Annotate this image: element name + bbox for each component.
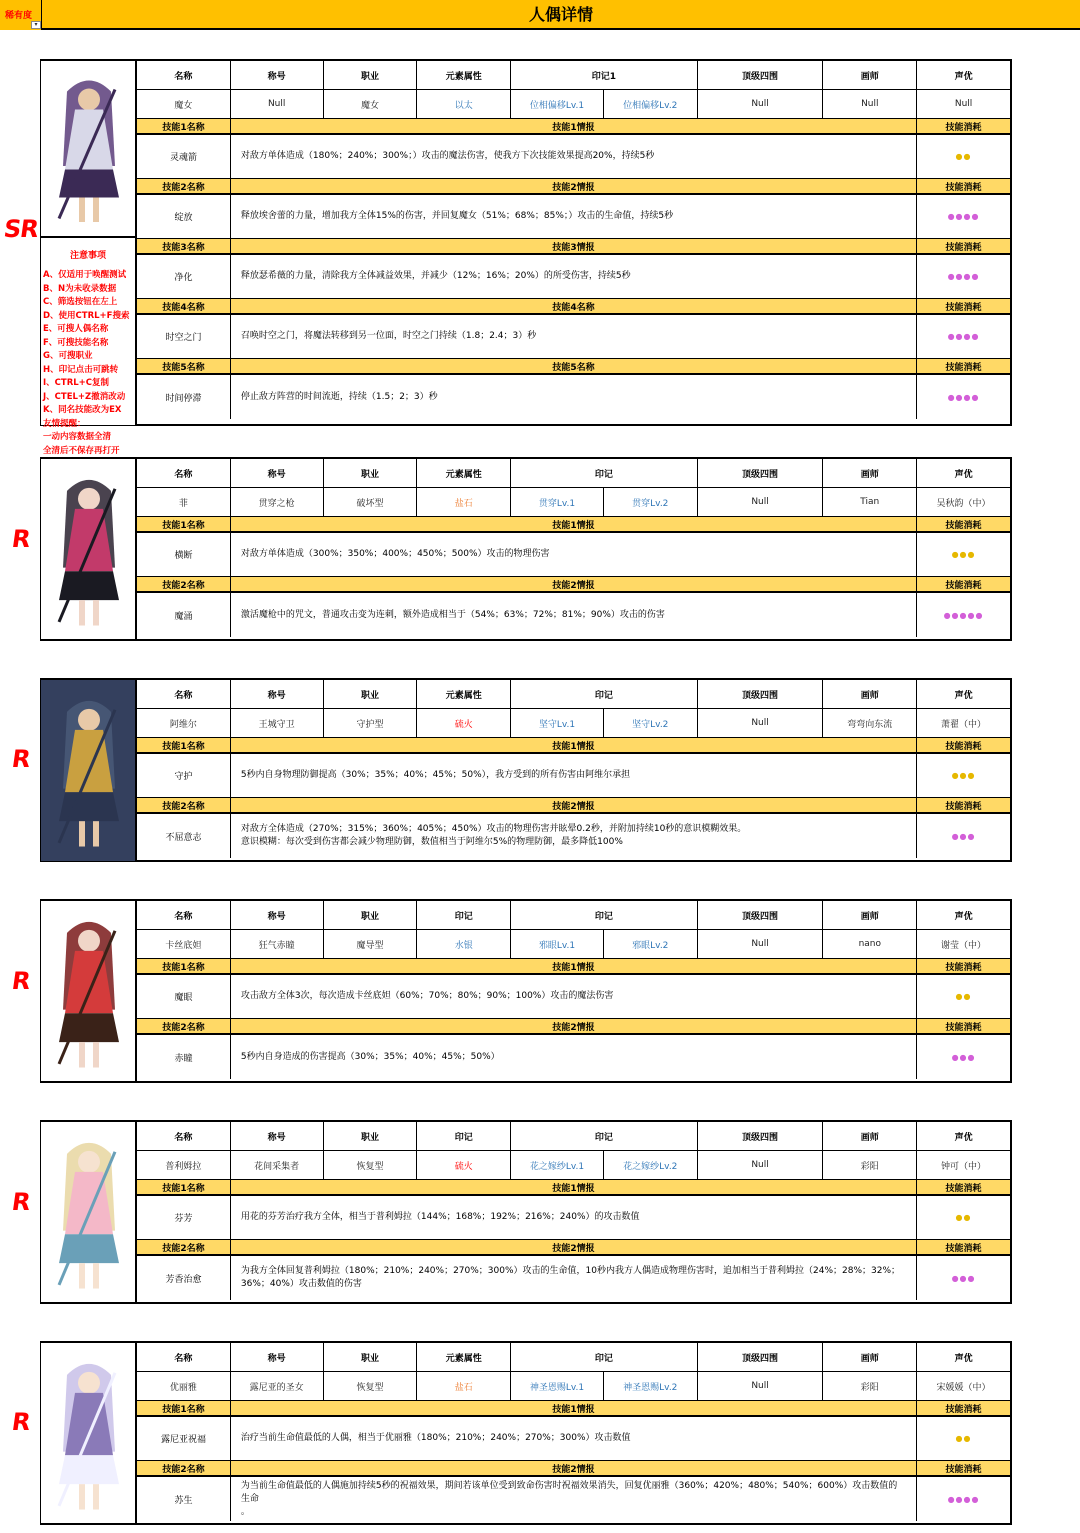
- element-value: 硫火: [417, 1151, 511, 1179]
- character-name: 阿维尔: [137, 709, 231, 737]
- skill-description: 召唤时空之门，将魔法转移到另一位面，时空之门持续（1.8；2.4；3）秒: [231, 315, 917, 358]
- skill-cost-label: 技能消耗: [945, 1183, 982, 1194]
- notes-line: B、N为未收录数据: [43, 283, 117, 294]
- skill-cost-dots: ●●●: [951, 1273, 976, 1283]
- rarity-label: R: [10, 745, 32, 773]
- col-header-title: 称号: [231, 1122, 324, 1150]
- skill-header-bar: [137, 517, 1010, 533]
- rarity-label: R: [10, 1408, 32, 1436]
- skill-description: 释放埃舍蕾的力量，增加我方全体15%的伤害，并回复魔女（51%；68%；85%；）攻击的生命值，持续5秒: [231, 195, 917, 238]
- mark-link-lv2[interactable]: 位相偏移Lv.2: [604, 90, 698, 118]
- element-value: 以太: [417, 90, 511, 118]
- rarity-label: R: [10, 525, 32, 553]
- character-portrait: [41, 1343, 137, 1524]
- notes-line: 友情提醒：: [43, 418, 86, 429]
- skill-cost-label: 技能消耗: [945, 1243, 982, 1254]
- skill-header-bar: [137, 798, 1010, 814]
- col-header-title: 称号: [231, 459, 324, 487]
- skill-row: [137, 315, 1010, 359]
- col-header-element: 印记: [417, 1122, 511, 1150]
- skill-cost-dots: ●●●●: [947, 392, 980, 402]
- rarity-label: R: [10, 967, 32, 995]
- skill-name-label: 技能4名称: [137, 299, 231, 313]
- col-header-mark: 印记: [511, 901, 698, 929]
- mark-link-lv1[interactable]: 神圣恩赐Lv.1: [511, 1372, 604, 1400]
- header-row: [137, 1122, 1010, 1151]
- skill-description: 5秒内自身造成的伤害提高（30%；35%；40%；45%；50%）: [231, 1035, 917, 1079]
- character-portrait-image: [41, 1122, 137, 1303]
- col-header-title: 称号: [231, 61, 324, 89]
- mark-link-lv2[interactable]: 邪眼Lv.2: [604, 930, 698, 958]
- skill-description: 对敌方单体造成（300%；350%；400%；450%；500%）攻击的物理伤害: [231, 533, 917, 576]
- cv-value: 萧翟（中）: [941, 719, 987, 730]
- skill-row: [137, 1035, 1010, 1079]
- skill-name-label: 技能2名称: [137, 1240, 231, 1254]
- skill-name-label: 技能2名称: [137, 798, 231, 812]
- col-header-artist: 画师: [823, 459, 917, 487]
- col-header-stats: 顶级四围: [698, 61, 824, 89]
- skill-cost-label: 技能消耗: [945, 801, 982, 812]
- skill-row: [137, 975, 1010, 1019]
- skill-name: 魔涌: [137, 593, 231, 637]
- skill-description: 5秒内自身物理防御提高（30%；35%；40%；45%；50%），我方受到的所有伤害由阿维尔承担: [231, 754, 917, 797]
- skill-name-label: 技能1名称: [137, 1401, 231, 1415]
- skill-cost-label: 技能消耗: [945, 580, 982, 591]
- character-class: 守护型: [324, 709, 418, 737]
- skill-name-label: 技能1名称: [137, 738, 231, 752]
- skill-cost-dots: ●●●●: [947, 1494, 980, 1504]
- col-header-element: 印记: [417, 901, 511, 929]
- character-class: 恢复型: [324, 1151, 418, 1179]
- skill-name: 芳香治愈: [137, 1256, 231, 1300]
- mark-link-lv2[interactable]: 贯穿Lv.2: [604, 488, 698, 516]
- character-portrait-image: [41, 901, 137, 1082]
- col-header-name: 名称: [137, 901, 231, 929]
- header-row: [137, 61, 1010, 90]
- skill-info-label: 技能2情报: [231, 577, 917, 591]
- skill-cost-dots: ●●●: [951, 831, 976, 841]
- skill-header-bar: [137, 359, 1010, 375]
- rarity-label: R: [10, 1188, 32, 1216]
- skill-row: [137, 135, 1010, 179]
- artist-value: Tian: [823, 488, 917, 516]
- skill-name: 不屈意志: [137, 814, 231, 858]
- col-header-class: 职业: [324, 1122, 418, 1150]
- notes-title: 注意事项: [69, 251, 106, 261]
- skill-name-label: 技能2名称: [137, 577, 231, 591]
- skill-cost-label: 技能消耗: [945, 741, 982, 752]
- character-card: [40, 899, 1012, 1083]
- col-header-name: 名称: [137, 1343, 231, 1371]
- character-table: [137, 1343, 1010, 1521]
- mark-link-lv1[interactable]: 位相偏移Lv.1: [511, 90, 604, 118]
- skill-header-bar: [137, 1240, 1010, 1256]
- header-row: [137, 1343, 1010, 1372]
- skill-cost-label: 技能消耗: [945, 1464, 982, 1475]
- skill-header-bar: [137, 179, 1010, 195]
- skill-cost-label: 技能消耗: [945, 242, 982, 253]
- rarity-label: SR: [2, 215, 40, 243]
- skill-name-label: 技能2名称: [137, 179, 231, 193]
- col-header-cv: 声优: [954, 1132, 973, 1143]
- skill-description: 释放瑟希薇的力量，清除我方全体减益效果，并减少（12%；16%；20%）的所受伤害，持续5秒: [231, 255, 917, 298]
- filter-dropdown-icon[interactable]: ▾: [31, 21, 41, 29]
- col-header-stats: 顶级四围: [698, 680, 824, 708]
- character-card: [40, 1120, 1012, 1304]
- skill-name-label: 技能5名称: [137, 359, 231, 373]
- cv-value: 钟可（中）: [941, 1161, 987, 1172]
- notes-line: D、使用CTRL+F搜索: [43, 310, 130, 321]
- skill-row: [137, 1417, 1010, 1461]
- skill-info-label: 技能1情报: [231, 517, 917, 531]
- col-header-artist: 画师: [823, 1343, 917, 1371]
- header-row: [137, 901, 1010, 930]
- skill-row: [137, 1196, 1010, 1240]
- skill-cost-dots: ●●●: [951, 1052, 976, 1062]
- col-header-mark: 印记1: [511, 61, 698, 89]
- skill-description: 攻击敌方全体3次，每次造成卡丝底妲（60%；70%；80%；90%；100%）攻击的魔法伤害: [231, 975, 917, 1018]
- skill-name: 横断: [137, 533, 231, 576]
- notes-line: 全清后不保存再打开: [43, 445, 120, 456]
- skill-info-label: 技能1情报: [231, 959, 917, 973]
- artist-value: Null: [823, 90, 917, 118]
- character-class: 恢复型: [324, 1372, 418, 1400]
- mark-link-lv2[interactable]: 花之嫁纱Lv.2: [604, 1151, 698, 1179]
- skill-name-label: 技能2名称: [137, 1019, 231, 1033]
- character-name: 魔女: [137, 90, 231, 118]
- skill-name-label: 技能2名称: [137, 1461, 231, 1475]
- skill-row: [137, 1256, 1010, 1300]
- skill-header-bar: [137, 959, 1010, 975]
- skill-description: 对敌方全体造成（270%；315%；360%；405%；450%）攻击的物理伤害并眩晕0.2秒，并附加持续10秒的意识模糊效果。 意识模糊：每次受到伤害都会减少物理防御，数值相当于阿维尔5%的物理防御，最多降低100%: [231, 814, 917, 858]
- skill-description: 为当前生命值最低的人偶施加持续5秒的祝福效果，期间若该单位受到致命伤害时祝福效果消失，回复优丽雅（360%；420%；480%；540%；600%）攻击数值的生命 。: [231, 1477, 917, 1521]
- col-header-artist: 画师: [823, 1122, 917, 1150]
- skill-row: [137, 814, 1010, 858]
- notes-line: I、CTRL+C复制: [43, 378, 110, 388]
- skill-name: 绽放: [137, 195, 231, 238]
- character-name: 菲: [137, 488, 231, 516]
- col-header-name: 名称: [137, 680, 231, 708]
- element-value: 硫火: [417, 709, 511, 737]
- col-header-stats: 顶级四围: [698, 1122, 824, 1150]
- skill-row: [137, 1477, 1010, 1521]
- skill-name: 芬芳: [137, 1196, 231, 1239]
- notes-line: 一动内容数据全清: [43, 432, 112, 442]
- stats-value: Null: [698, 930, 824, 958]
- notes-line: F、可搜技能名称: [43, 337, 109, 348]
- col-header-cv: 声优: [954, 911, 973, 922]
- title-bar: [0, 0, 1080, 30]
- character-title: 王城守卫: [231, 709, 324, 737]
- skill-name-label: 技能1名称: [137, 517, 231, 531]
- value-row: [137, 90, 1010, 119]
- stats-value: Null: [698, 1372, 824, 1400]
- skill-row: [137, 375, 1010, 419]
- skill-info-label: 技能1情报: [231, 1401, 917, 1415]
- col-header-title: 称号: [231, 1343, 324, 1371]
- character-name: 普利姆拉: [137, 1151, 231, 1179]
- notes-line: E、可搜人偶名称: [43, 324, 109, 334]
- notes-line: G、可搜职业: [43, 351, 93, 361]
- col-header-element: 元素属性: [417, 459, 511, 487]
- skill-header-bar: [137, 239, 1010, 255]
- character-card: [40, 1341, 1012, 1525]
- skill-name: 灵魂箭: [137, 135, 231, 178]
- character-table: [137, 1122, 1010, 1300]
- col-header-cv: 声优: [954, 71, 973, 82]
- character-class: 破坏型: [324, 488, 418, 516]
- character-table: [137, 459, 1010, 637]
- skill-description: 停止敌方阵营的时间流逝，持续（1.5；2；3）秒: [231, 375, 917, 419]
- skill-name: 时空之门: [137, 315, 231, 358]
- skill-cost-label: 技能消耗: [945, 362, 982, 373]
- stats-value: Null: [698, 90, 824, 118]
- character-table: [137, 680, 1010, 858]
- skill-cost-label: 技能消耗: [945, 1404, 982, 1415]
- value-row: [137, 488, 1010, 517]
- character-title: Null: [231, 90, 324, 118]
- mark-link-lv1[interactable]: 坚守Lv.1: [511, 709, 604, 737]
- element-value: 水银: [417, 930, 511, 958]
- skill-info-label: 技能1情报: [231, 1180, 917, 1194]
- skill-header-bar: [137, 1461, 1010, 1477]
- skill-name: 苏生: [137, 1477, 231, 1521]
- character-table: [137, 61, 1010, 419]
- element-value: 盐石: [417, 488, 511, 516]
- skill-cost-label: 技能消耗: [945, 520, 982, 531]
- cv-value: 宋媛媛（中）: [936, 1382, 991, 1393]
- skill-cost-label: 技能消耗: [945, 1022, 982, 1033]
- skill-header-bar: [137, 119, 1010, 135]
- character-portrait: [41, 901, 137, 1082]
- col-header-class: 职业: [324, 901, 418, 929]
- notes-line: H、印记点击可跳转: [43, 364, 119, 375]
- col-header-artist: 画师: [823, 901, 917, 929]
- cv-value: Null: [954, 99, 973, 109]
- character-portrait: [41, 680, 137, 861]
- skill-name: 净化: [137, 255, 231, 298]
- character-card: [40, 678, 1012, 862]
- skill-name: 守护: [137, 754, 231, 797]
- skill-info-label: 技能2情报: [231, 798, 917, 812]
- character-name: 优丽雅: [137, 1372, 231, 1400]
- character-portrait-image: [41, 1343, 137, 1524]
- skill-name: 赤瞳: [137, 1035, 231, 1079]
- character-portrait: [41, 1122, 137, 1303]
- skill-name-label: 技能1名称: [137, 119, 231, 133]
- skill-name: 魔眼: [137, 975, 231, 1018]
- col-header-element: 元素属性: [417, 61, 511, 89]
- character-card: [40, 457, 1012, 641]
- skill-name: 时间停滞: [137, 375, 231, 419]
- col-header-cv: 声优: [954, 1353, 973, 1364]
- character-portrait-image: [41, 61, 137, 236]
- skill-header-bar: [137, 1401, 1010, 1417]
- col-header-class: 职业: [324, 680, 418, 708]
- header-row: [137, 680, 1010, 709]
- character-table: [137, 901, 1010, 1079]
- character-portrait: [41, 61, 137, 236]
- skill-description: 用花的芬芳治疗我方全体，相当于普利姆拉（144%；168%；192%；216%；240%）的攻击数值: [231, 1196, 917, 1239]
- skill-cost-label: 技能消耗: [945, 182, 982, 193]
- skill-cost-dots: ●●●●●: [943, 610, 984, 620]
- character-title: 露尼亚的圣女: [231, 1372, 324, 1400]
- skill-cost-dots: ●●●●: [947, 272, 980, 281]
- skill-cost-dots: ●●: [955, 992, 972, 1001]
- artist-value: 弯弯向东流: [823, 709, 917, 737]
- skill-cost-dots: ●●: [955, 152, 972, 161]
- character-title: 狂气赤瞳: [231, 930, 324, 958]
- skill-name-label: 技能1名称: [137, 959, 231, 973]
- skill-header-bar: [137, 1019, 1010, 1035]
- value-row: [137, 930, 1010, 959]
- character-name: 卡丝底妲: [137, 930, 231, 958]
- skill-cost-label: 技能消耗: [945, 122, 982, 133]
- col-header-artist: 画师: [823, 61, 917, 89]
- skill-header-bar: [137, 1180, 1010, 1196]
- character-portrait-image: [41, 680, 137, 861]
- skill-name: 露尼亚祝福: [137, 1417, 231, 1460]
- rarity-filter-label: 稀有度: [5, 11, 33, 21]
- artist-value: 彩阳: [823, 1151, 917, 1179]
- skill-description: 对敌方单体造成（180%；240%；300%；）攻击的魔法伤害，使我方下次技能效果提高20%，持续5秒: [231, 135, 917, 178]
- cv-value: 谢莹（中）: [941, 940, 987, 951]
- col-header-mark: 印记: [511, 680, 698, 708]
- skill-info-label: 技能2情报: [231, 1240, 917, 1254]
- col-header-artist: 画师: [823, 680, 917, 708]
- skill-info-label: 技能3情报: [231, 239, 917, 253]
- character-title: 花间采集者: [231, 1151, 324, 1179]
- character-title: 贯穿之枪: [231, 488, 324, 516]
- col-header-mark: 印记: [511, 459, 698, 487]
- col-header-name: 名称: [137, 459, 231, 487]
- character-class: 魔导型: [324, 930, 418, 958]
- value-row: [137, 1372, 1010, 1401]
- col-header-cv: 声优: [954, 469, 973, 480]
- value-row: [137, 1151, 1010, 1180]
- character-portrait: [41, 459, 137, 640]
- col-header-class: 职业: [324, 459, 418, 487]
- col-header-name: 名称: [137, 1122, 231, 1150]
- mark-link-lv2[interactable]: 神圣恩赐Lv.2: [604, 1372, 698, 1400]
- cv-value: 吴秋韵（中）: [936, 498, 991, 509]
- skill-cost-label: 技能消耗: [945, 302, 982, 313]
- col-header-title: 称号: [231, 680, 324, 708]
- mark-link-lv1[interactable]: 花之嫁纱Lv.1: [511, 1151, 604, 1179]
- notes-line: J、CTEL+Z撤消改动: [43, 391, 126, 402]
- skill-info-label: 技能2情报: [231, 1019, 917, 1033]
- value-row: [137, 709, 1010, 738]
- col-header-class: 职业: [324, 1343, 418, 1371]
- notes-line: C、筛选按钮在左上: [43, 297, 118, 307]
- stats-value: Null: [698, 1151, 824, 1179]
- col-header-name: 名称: [137, 61, 231, 89]
- skill-info-label: 技能4名称: [231, 299, 917, 313]
- col-header-stats: 顶级四围: [698, 459, 824, 487]
- skill-header-bar: [137, 299, 1010, 315]
- col-header-title: 称号: [231, 901, 324, 929]
- col-header-stats: 顶级四围: [698, 1343, 824, 1371]
- skill-cost-dots: ●●●●: [947, 332, 980, 341]
- skill-info-label: 技能2情报: [231, 179, 917, 193]
- skill-header-bar: [137, 738, 1010, 754]
- artist-value: nano: [823, 930, 917, 958]
- artist-value: 彩阳: [823, 1372, 917, 1400]
- element-value: 盐石: [417, 1372, 511, 1400]
- skill-name-label: 技能3名称: [137, 239, 231, 253]
- skill-cost-dots: ●●●: [951, 550, 976, 559]
- skill-info-label: 技能2情报: [231, 1461, 917, 1475]
- stats-value: Null: [698, 709, 824, 737]
- col-header-class: 职业: [324, 61, 418, 89]
- col-header-element: 元素属性: [417, 1343, 511, 1371]
- rarity-filter-cell[interactable]: [0, 0, 42, 30]
- stats-value: Null: [698, 488, 824, 516]
- col-header-mark: 印记: [511, 1343, 698, 1371]
- skill-cost-dots: ●●: [955, 1434, 972, 1443]
- skill-cost-dots: ●●●: [951, 771, 976, 780]
- mark-link-lv2[interactable]: 坚守Lv.2: [604, 709, 698, 737]
- skill-name-label: 技能1名称: [137, 1180, 231, 1194]
- page-title: 人偶详情: [528, 5, 593, 24]
- skill-cost-dots: ●●●●: [947, 212, 980, 221]
- skill-row: [137, 754, 1010, 798]
- skill-row: [137, 195, 1010, 239]
- skill-header-bar: [137, 577, 1010, 593]
- notes-line: K、同名技能改为EX: [43, 405, 122, 415]
- skill-row: [137, 533, 1010, 577]
- skill-row: [137, 255, 1010, 299]
- skill-cost-label: 技能消耗: [945, 962, 982, 973]
- character-portrait-image: [41, 459, 137, 640]
- col-header-cv: 声优: [954, 690, 973, 701]
- col-header-mark: 印记: [511, 1122, 698, 1150]
- col-header-stats: 顶级四围: [698, 901, 824, 929]
- character-card: [40, 59, 1012, 456]
- skill-info-label: 技能1情报: [231, 119, 917, 133]
- skill-description: 为我方全体回复普利姆拉（180%；210%；240%；270%；300%）攻击的生命值，10秒内我方人偶造成物理伤害时，追加相当于普利姆拉（24%；28%；32%； 36%；40%）攻击数值的伤害: [231, 1256, 917, 1300]
- skill-cost-dots: ●●: [955, 1213, 972, 1222]
- mark-link-lv1[interactable]: 邪眼Lv.1: [511, 930, 604, 958]
- notes-panel: [41, 236, 137, 456]
- skill-description: 激活魔枪中的咒文，普通攻击变为连刺，额外造成相当于（54%；63%；72%；81%；90%）攻击的伤害: [231, 593, 917, 637]
- header-row: [137, 459, 1010, 488]
- skill-info-label: 技能5名称: [231, 359, 917, 373]
- mark-link-lv1[interactable]: 贯穿Lv.1: [511, 488, 604, 516]
- col-header-element: 元素属性: [417, 680, 511, 708]
- notes-line: A、仅适用于唤醒测试: [43, 270, 127, 280]
- character-class: 魔女: [324, 90, 418, 118]
- skill-row: [137, 593, 1010, 637]
- skill-description: 治疗当前生命值最低的人偶，相当于优丽雅（180%；210%；240%；270%；300%）攻击数值: [231, 1417, 917, 1460]
- skill-info-label: 技能1情报: [231, 738, 917, 752]
